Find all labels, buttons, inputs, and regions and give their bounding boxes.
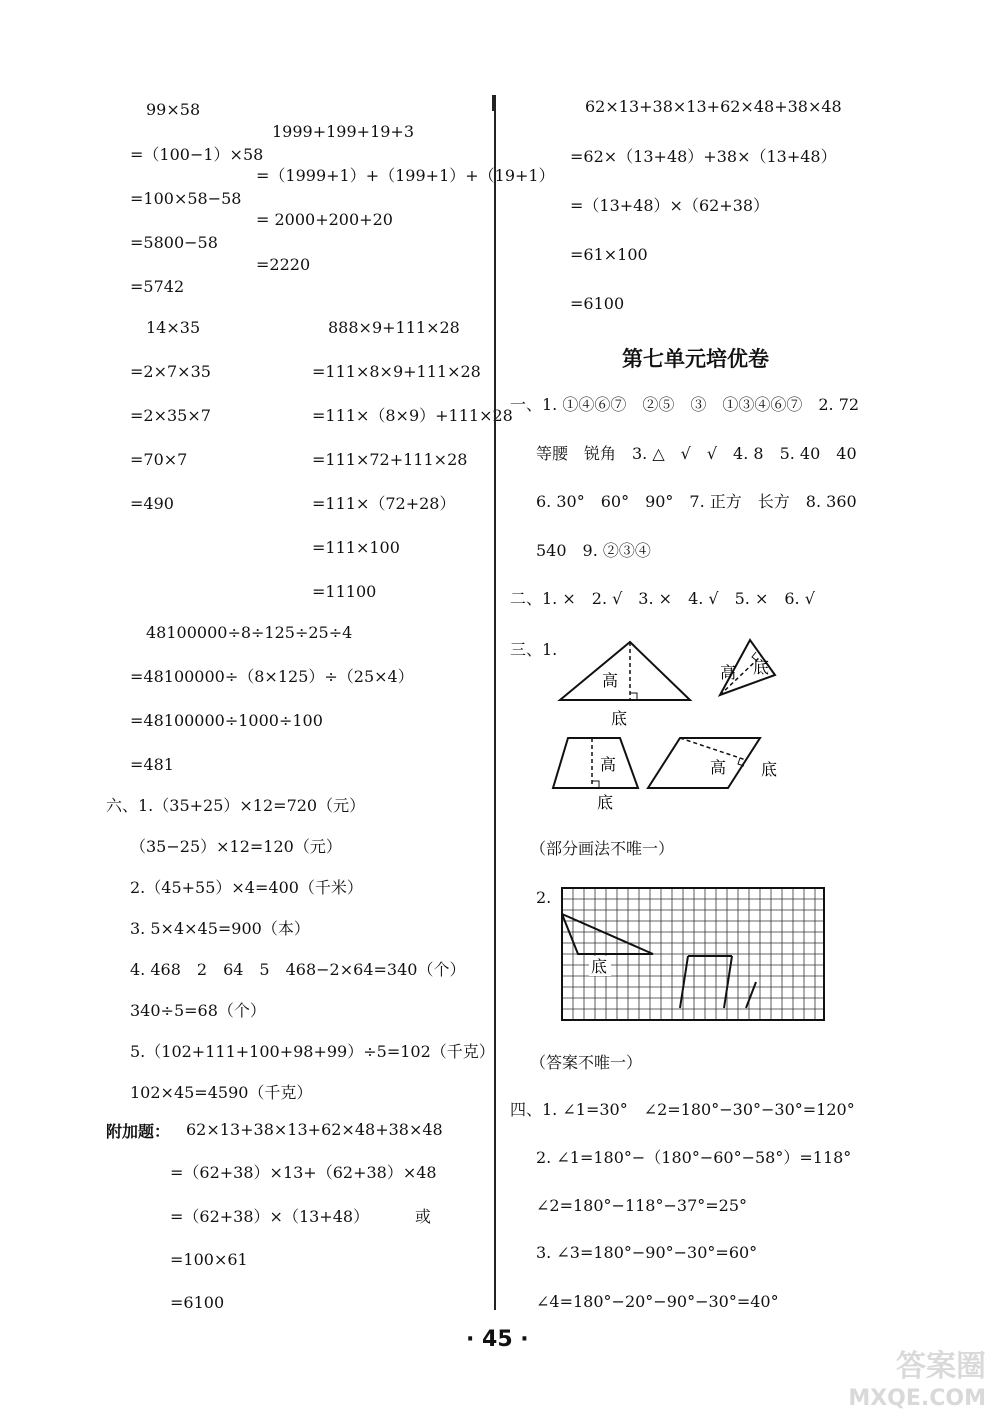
calc4-line: =11100 <box>312 582 377 601</box>
sec3-label: 三、1. <box>510 640 558 659</box>
base-label: 底 <box>597 793 614 812</box>
grid-segment <box>746 982 756 1008</box>
grid-figure <box>558 884 828 1024</box>
note-answer: （答案不唯一） <box>530 1053 643 1072</box>
height-line <box>680 738 746 760</box>
or-label: 或 <box>415 1207 432 1226</box>
calc2-line: =（1999+1）+（199+1）+（19+1） <box>256 166 555 185</box>
height-label: 高 <box>600 755 617 774</box>
sec1-line: 6. 30° 60° 90° 7. 正方 长方 8. 360 <box>536 492 857 511</box>
base-label: 底 <box>753 658 770 677</box>
bonus-line: =（62+38）×（13+48） <box>170 1207 370 1226</box>
bonus-line: 62×13+38×13+62×48+38×48 <box>186 1120 443 1139</box>
bonus-line: =（62+38）×13+（62+38）×48 <box>170 1163 437 1182</box>
base-label: 底 <box>761 760 778 779</box>
base-label: 底 <box>591 957 608 976</box>
alt-line: 62×13+38×13+62×48+38×48 <box>585 97 842 116</box>
calc3-line: =490 <box>130 494 174 513</box>
calc2-line: 1999+199+19+3 <box>272 122 415 141</box>
bonus-label: 附加题： <box>106 1122 171 1141</box>
sec6-line: 4. 468 2 64 5 468−2×64=340（个） <box>130 960 466 979</box>
calc4-line: 888×9+111×28 <box>328 318 460 337</box>
calc3-line: =70×7 <box>130 450 188 469</box>
sec6-line: 5.（102+111+100+98+99）÷5=102（千克） <box>130 1042 495 1061</box>
watermark <box>848 1351 986 1415</box>
sec2-line: 二、1. × 2. √ 3. × 4. √ 5. × 6. √ <box>510 589 815 608</box>
calc4-line: =111×（8×9）+111×28 <box>312 406 513 425</box>
calc4-line: =111×8×9+111×28 <box>312 362 481 381</box>
alt-line: =（13+48）×（62+38） <box>570 196 770 215</box>
sec4-line: 2. ∠1=180°−（180°−60°−58°）=118° <box>536 1148 852 1167</box>
calc1-line: =100×58−58 <box>130 189 242 208</box>
calc4-line: =111×100 <box>312 538 400 557</box>
calc1-line: =5800−58 <box>130 233 218 252</box>
note-drawing: （部分画法不唯一） <box>530 839 675 858</box>
calc5-line: =48100000÷（8×125）÷（25×4） <box>130 667 414 686</box>
watermark-line: MXQE.COM <box>848 1386 986 1411</box>
calc5-line: =48100000÷1000÷100 <box>130 711 323 730</box>
parallelogram <box>648 738 760 788</box>
height-label: 高 <box>720 663 737 682</box>
q2-label: 2. <box>536 888 552 907</box>
calc5-line: =481 <box>130 755 174 774</box>
height-label: 高 <box>710 758 727 777</box>
calc3-line: =2×35×7 <box>130 406 211 425</box>
alt-line: =6100 <box>570 294 625 313</box>
sec6-line: 2.（45+55）×4=400（千米） <box>130 878 363 897</box>
sec1-line: 等腰 锐角 3. △ √ √ 4. 8 5. 40 40 <box>536 444 857 463</box>
sec4-line: 四、1. ∠1=30° ∠2=180°−30°−30°=120° <box>510 1100 855 1119</box>
unit-title: 第七单元培优卷 <box>622 347 769 371</box>
sec4-line: 3. ∠3=180°−90°−30°=60° <box>536 1243 758 1262</box>
base-label: 底 <box>611 709 628 728</box>
grid-segment <box>680 956 688 1008</box>
bonus-line: =100×61 <box>170 1250 248 1269</box>
calc2-line: =2220 <box>256 255 311 274</box>
bonus-line: =6100 <box>170 1293 225 1312</box>
sec1-line: 540 9. ②③④ <box>536 541 651 560</box>
calc3-line: 14×35 <box>146 318 201 337</box>
calc1-line: =5742 <box>130 277 185 296</box>
page-number: · 45 · <box>466 1327 529 1352</box>
sec6-line: 3. 5×4×45=900（本） <box>130 919 310 938</box>
right-angle-mark <box>630 693 637 700</box>
column-divider <box>494 95 496 1310</box>
height-label: 高 <box>602 671 619 690</box>
alt-line: =62×（13+48）+38×（13+48） <box>570 147 837 166</box>
right-angle-mark <box>592 781 599 788</box>
height-base-figures <box>550 630 810 820</box>
sec1-line: 一、1. ①④⑥⑦ ②⑤ ③ ①③④⑥⑦ 2. 72 <box>510 395 860 414</box>
sec4-line: ∠4=180°−20°−90°−30°=40° <box>536 1292 779 1311</box>
sec4-line: ∠2=180°−118°−37°=25° <box>536 1196 748 1215</box>
watermark-line: 答案圈 <box>896 1349 986 1384</box>
sec6-line: 六、1.（35+25）×12=720（元） <box>106 796 366 815</box>
calc4-line: =111×72+111×28 <box>312 450 468 469</box>
sec6-line: 102×45=4590（千克） <box>130 1083 313 1102</box>
alt-line: =61×100 <box>570 245 648 264</box>
triangle-1 <box>560 642 690 700</box>
sec6-line: 340÷5=68（个） <box>130 1001 266 1020</box>
calc3-line: =2×7×35 <box>130 362 211 381</box>
calc1-line: =（100−1）×58 <box>130 145 264 164</box>
calc4-line: =111×（72+28） <box>312 494 456 513</box>
calc1-line: 99×58 <box>146 100 201 119</box>
grid-segment <box>724 956 732 1008</box>
calc2-line: = 2000+200+20 <box>256 210 393 229</box>
sec6-line: （35−25）×12=120（元） <box>130 837 342 856</box>
calc5-line: 48100000÷8÷125÷25÷4 <box>146 623 353 642</box>
